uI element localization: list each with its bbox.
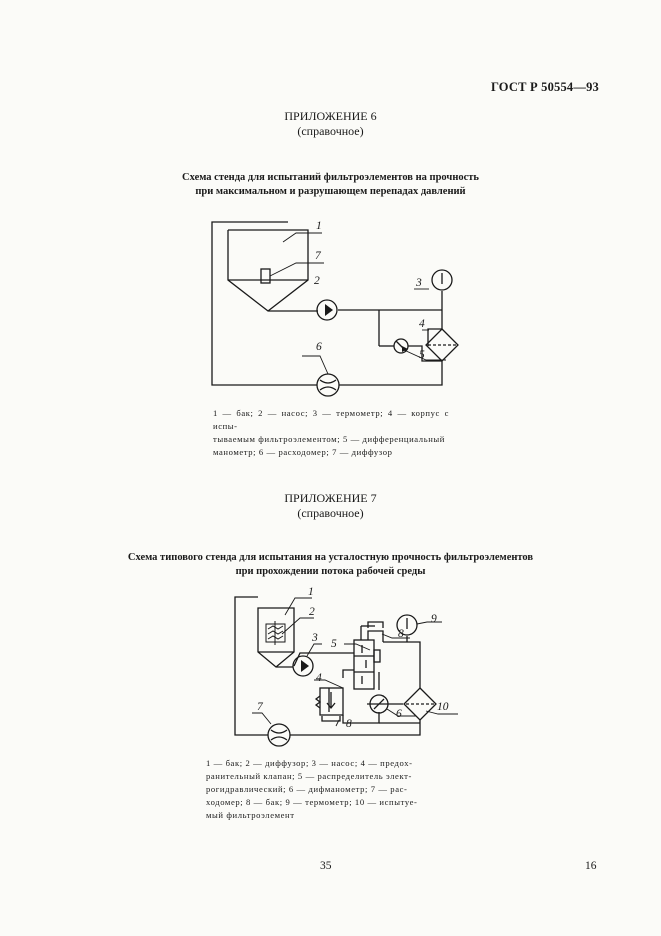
appendix-6-title-line-2: при максимальном и разрушающем перепадах давлений — [195, 186, 466, 197]
label-10: 10 — [437, 701, 449, 713]
label-1: 1 — [316, 220, 322, 232]
legend-6-line-3: манометр; 6 — расходомер; 7 — диффузор — [213, 447, 393, 457]
appendix-7-type: (справочное) — [297, 506, 364, 520]
legend-7-line-2: ранительный клапан; 5 — распределитель элект- — [206, 771, 412, 781]
label-3: 3 — [312, 632, 318, 644]
sheet-number: 16 — [585, 860, 597, 872]
label-3: 3 — [416, 277, 422, 289]
thermometer-3-shape — [432, 270, 452, 290]
label-1: 1 — [308, 586, 314, 598]
appendix-6-type: (справочное) — [297, 124, 364, 138]
appendix-7-title-line-2: при прохождении потока рабочей среды — [235, 566, 426, 577]
diffuser-2-shape — [266, 621, 285, 645]
diagram-2-tank — [258, 608, 294, 667]
label-5: 5 — [331, 638, 337, 650]
appendix-7-legend — [206, 757, 440, 822]
appendix-6-title-line-1: Схема стенда для испытаний фильтроэлементов на прочность — [182, 172, 479, 183]
appendix-6-legend — [213, 407, 449, 459]
label-8-upper: 8 — [398, 628, 404, 640]
diffuser-7-shape — [261, 269, 270, 283]
label-5: 5 — [419, 349, 425, 361]
page-number: 35 — [320, 860, 332, 872]
filter-4-shape — [426, 329, 458, 361]
label-4: 4 — [419, 318, 425, 330]
legend-7-line-3: рогидравлический; 6 — дифманометр; 7 — рас- — [206, 784, 408, 794]
flowmeter-7-shape — [268, 724, 290, 746]
appendix-6-heading: ПРИЛОЖЕНИЕ 6 — [284, 109, 377, 123]
legend-6-line-2: тываемым фильтроэлементом; 5 — дифференциальный — [213, 434, 445, 444]
label-6: 6 — [396, 708, 402, 720]
tank-8-lower-shape — [322, 716, 340, 721]
distributor-5-shape — [354, 640, 380, 689]
legend-7-line-4: ходомер; 8 — бак; 9 — термометр; 10 — испытуе- — [206, 797, 418, 807]
legend-7-line-1: 1 — бак; 2 — диффузор; 3 — насос; 4 — предох- — [206, 758, 413, 768]
diagram-1-tank — [228, 230, 318, 311]
label-8-lower: 8 — [346, 718, 352, 730]
pump-2-arrow — [325, 304, 333, 316]
diagram-1-labels — [314, 220, 425, 361]
label-2: 2 — [314, 275, 320, 287]
label-2: 2 — [309, 606, 315, 618]
legend-6-line-1: 1 — бак; 2 — насос; 3 — термометр; 4 — корпус с испы- — [213, 408, 449, 431]
standard-designation: ГОСТ Р 50554—93 — [490, 80, 599, 94]
diagram-1-lines — [212, 222, 442, 385]
tank-8-upper-shape — [361, 622, 383, 628]
label-7: 7 — [315, 250, 321, 262]
filter-10-shape — [404, 688, 436, 720]
pump-3-arrow — [301, 660, 309, 672]
legend-7-line-5: мый фильтроэлемент — [206, 810, 295, 820]
label-6: 6 — [316, 341, 322, 353]
label-4: 4 — [316, 672, 322, 684]
appendix-7-heading: ПРИЛОЖЕНИЕ 7 — [284, 491, 377, 505]
appendix-7-title-line-1: Схема типового стенда для испытания на усталостную прочность фильтроэлементов — [127, 552, 534, 563]
label-9: 9 — [431, 613, 437, 625]
flowmeter-6-shape — [317, 374, 339, 396]
label-7: 7 — [257, 701, 263, 713]
